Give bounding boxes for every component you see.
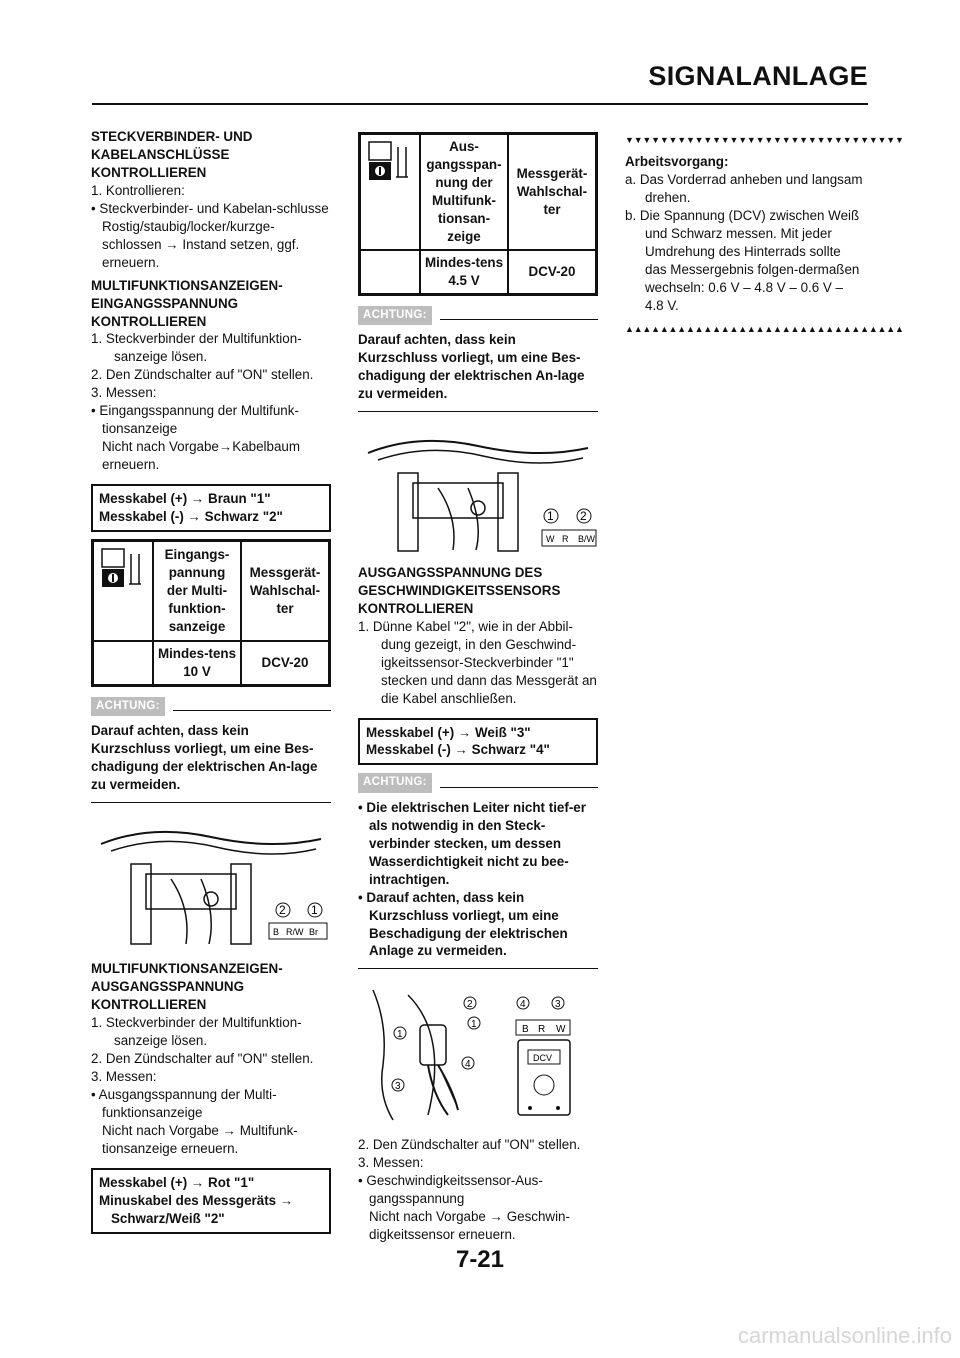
column-1 — [91, 128, 331, 1241]
callout-label: 1 — [471, 1019, 477, 1031]
connector-label: Br — [309, 927, 318, 938]
spec-value: Mindes-tens 4.5 V — [420, 250, 508, 294]
callout-label: 2 — [279, 903, 286, 918]
callout-label: 1 — [311, 903, 318, 918]
connector-label: R — [538, 1024, 546, 1036]
bullet: • Geschwindigkeitssensor-Aus-gangsspannung — [358, 1173, 543, 1207]
detail: Nicht nach Vorgabe→Kabelbaum erneuern. — [102, 439, 301, 473]
procedure-end-marker: ▲▲▲▲▲▲▲▲▲▲▲▲▲▲▲▲▲▲▲▲▲▲▲▲▲▲▲▲▲▲▲▲ — [625, 323, 904, 334]
step: 3. Messen: — [91, 1068, 157, 1084]
warning-block — [91, 697, 331, 803]
sensor-test-illustration — [358, 985, 598, 1130]
callout-label: 4 — [520, 999, 526, 1011]
callout-label: 3 — [395, 1081, 401, 1093]
spec-cell-empty — [360, 250, 420, 294]
callout-label: 1 — [547, 508, 554, 523]
step: 3. Messen: — [91, 385, 157, 401]
procedure-step: b. Die Spannung (DCV) zwischen Weiß und Schwarz messen. Mit jeder Umdrehung des Hinterrads sollte das Messergebnis folgen-dermaßen wechseln: 0.6 V – 4.8 V – 0.6 V – 4.8 V. — [625, 207, 860, 313]
bullet: • Eingangsspannung der Multifunk-tionsanzeige — [91, 403, 299, 437]
connector-label: W — [546, 533, 555, 544]
step: 1. Dünne Kabel "2", wie in der Abbil-dung gezeigt, in den Geschwind-igkeitssensor-Steckverbinder "1" stecken und dann das Messgerät an die Kabel anschließen. — [358, 618, 597, 706]
multimeter-icon — [93, 541, 153, 641]
wiring-illustration — [91, 819, 331, 954]
step: 2. Den Zündschalter auf "ON" stellen. — [91, 1050, 314, 1066]
spec-value: DCV-20 — [241, 641, 329, 685]
section-title: AUSGANGSSPANNUNG DES GESCHWINDIGKEITSSENSORS KONTROLLIEREN — [358, 564, 561, 616]
warning-rule — [440, 319, 598, 320]
step: 1. Steckverbinder der Multifunktion-sanzeige lösen. — [91, 331, 302, 365]
probe-line: Messkabel (+) → Weiß "3" — [366, 724, 531, 740]
probe-box — [91, 484, 331, 532]
connector-label: R/W — [286, 927, 304, 938]
spec-header: Messgerät-Wahlschal-ter — [241, 541, 329, 641]
warning-text: Darauf achten, dass kein Kurzschluss vorliegt, um eine Bes-chadigung der elektrischen An-lage zu vermeiden. — [91, 722, 331, 803]
callout-label: 2 — [580, 508, 587, 523]
spec-header: Eingangs-pannung der Multi-funktion-sanzeige — [153, 541, 241, 641]
section-title: MULTIFUNKTIONSANZEIGEN-AUSGANGSSPANNUNG KONTROLLIEREN — [91, 961, 283, 1013]
connector-label: B — [522, 1024, 529, 1036]
step: 3. Messen: — [358, 1155, 424, 1171]
detail: Nicht nach Vorgabe → Multifunk-tionsanzeige erneuern. — [102, 1122, 298, 1156]
probe-box — [358, 718, 598, 766]
warning-text — [358, 799, 598, 970]
probe-line: Messkabel (+) → Braun "1" — [99, 491, 271, 507]
warning-bullet: • Die elektrischen Leiter nicht tief-er als notwendig in den Steck-verbinder stecken, um dessen Wasserdichtigkeit nicht zu bee-intrachtigen. — [358, 799, 586, 887]
page-number: 7-21 — [455, 1246, 505, 1273]
procedure-title: Arbeitsvorgang: — [625, 154, 729, 169]
warning-text: Darauf achten, dass kein Kurzschluss vorliegt, um eine Bes-chadigung der elektrischen An-lage zu vermeiden. — [358, 331, 598, 412]
warning-block — [358, 306, 598, 412]
bullet: • Ausgangsspannung der Multi-funktionsanzeige — [91, 1086, 277, 1120]
detail: Nicht nach Vorgabe → Geschwin-digkeitssensor erneuern. — [369, 1209, 570, 1243]
spec-header: Messgerät-Wahlschal-ter — [508, 134, 596, 250]
procedure-step: a. Das Vorderrad anheben und langsam drehen. — [625, 171, 863, 205]
warning-tag: ACHTUNG: — [358, 773, 432, 792]
column-3 — [625, 135, 904, 334]
probe-line: Messkabel (-) → Schwarz "2" — [99, 509, 283, 525]
warning-block — [358, 773, 598, 969]
column-2 — [358, 132, 598, 1244]
procedure-start-marker: ▼▼▼▼▼▼▼▼▼▼▼▼▼▼▼▼▼▼▼▼▼▼▼▼▼▼▼▼▼▼▼▼ — [625, 135, 904, 145]
spec-cell-empty — [93, 641, 153, 685]
section-title: MULTIFUNKTIONSANZEIGEN-EINGANGSSPANNUNG KONTROLLIEREN — [91, 277, 283, 329]
bullet: • Steckverbinder- und Kabelan-schlusse — [91, 200, 329, 216]
detail: Rostig/staubig/locker/kurzge-schlossen → Instand setzen, ggf. erneuern. — [102, 218, 300, 270]
wiring-illustration — [358, 428, 598, 558]
probe-box — [91, 1168, 331, 1234]
callout-label: 4 — [465, 1059, 471, 1071]
warning-tag: ACHTUNG: — [91, 697, 165, 716]
callout-label: 2 — [467, 999, 473, 1011]
callout-label: 3 — [555, 999, 561, 1011]
watermark: carmanualsonline.info — [737, 1322, 952, 1348]
spec-value: DCV-20 — [508, 250, 596, 294]
meter-display-label: DCV — [533, 1053, 553, 1064]
spec-value: Mindes-tens 10 V — [153, 641, 241, 685]
step: 2. Den Zündschalter auf "ON" stellen. — [358, 1137, 581, 1153]
page-title: SIGNALANLAGE — [648, 61, 868, 91]
callout-label: 1 — [397, 1029, 403, 1041]
warning-rule — [173, 710, 331, 711]
connector-label: B — [273, 927, 280, 938]
connector-label: B/W — [578, 533, 595, 544]
probe-line: Messkabel (-) → Schwarz "4" — [366, 742, 550, 758]
spec-table — [91, 539, 331, 687]
step: 2. Den Zündschalter auf "ON" stellen. — [91, 367, 314, 383]
header-rule — [92, 103, 868, 105]
warning-rule — [440, 787, 598, 788]
warning-bullet: • Darauf achten, dass kein Kurzschluss vorliegt, um eine Beschadigung der elektrischen Anlage zu vermeiden. — [358, 889, 568, 959]
spec-table — [358, 132, 598, 296]
spec-header: Aus-gangsspan-nung der Multifunk-tionsan-zeige — [420, 134, 508, 250]
probe-line: Messkabel (+) → Rot "1" — [99, 1174, 255, 1190]
step: 1. Steckverbinder der Multifunktion-sanzeige lösen. — [91, 1015, 302, 1048]
step: 1. Kontrollieren: — [91, 182, 185, 198]
connector-label: R — [562, 533, 569, 544]
warning-tag: ACHTUNG: — [358, 306, 432, 325]
section-title: STECKVERBINDER- UND KABELANSCHLÜSSE KONTROLLIEREN — [91, 129, 253, 180]
connector-label: W — [556, 1024, 566, 1036]
multimeter-icon — [360, 134, 420, 250]
probe-line: Minuskabel des Messgeräts → — [99, 1192, 294, 1208]
probe-line: Schwarz/Weiß "2" — [111, 1210, 225, 1226]
